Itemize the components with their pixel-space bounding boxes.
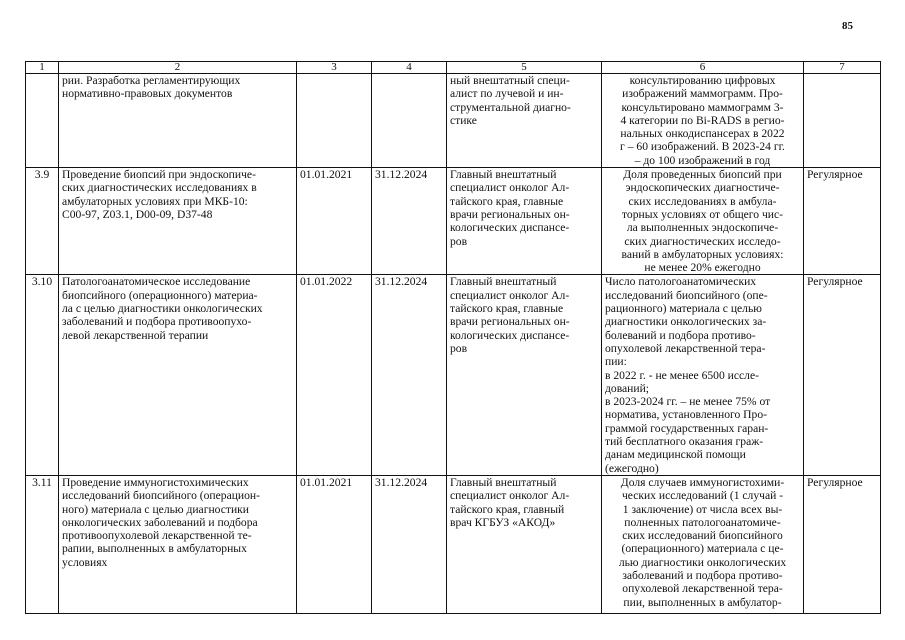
table-row [26,275,881,475]
measure-name: Проведение биопсий при эндоскопиче- ских диагностических исследованиях в амбулаторных условиях при МКБ-10: C00-97, Z03.1, D00-09, D37-48 [59,168,297,275]
end-date [372,74,447,168]
target-indicator: Доля проведенных биопсий при эндоскопических диагностиче- ских исследованиях в амбула- торных условиях от общего чис- ла выполненных эндоскопиче- ских диагностических исследо- ваний в амбулаторных условиях: не менее 20% ежегодно [602,168,804,275]
target-indicator: консультированию цифровых изображений маммограмм. Про- консультировано маммограмм 3- 4 категории по Bi-RADS в регио- нальных онкодиспансерах в 2022 г – 60 изображений. В 2023-24 гг. – до 100 изображений в год [602,74,804,168]
row-number: 3.9 [26,168,59,275]
measure-name: Патологоанатомическое исследование биопсийного (операционного) материа- ла с целью диагностики онкологических заболеваний и подбора противоопухо- левой лекарственной терапии [59,275,297,475]
row-number: 3.10 [26,275,59,475]
column-header: 2 [59,62,297,74]
responsible-person: ный внештатный специ- алист по лучевой и ин- струментальной диагно- стике [447,74,602,168]
end-date: 31.12.2024 [372,168,447,275]
measures-table [25,61,881,614]
row-number [26,74,59,168]
row-number: 3.11 [26,475,59,613]
responsible-person: Главный внештатный специалист онколог Ал- тайского края, главные врачи региональных он- кологических диспансе- ров [447,275,602,475]
responsible-person: Главный внештатный специалист онколог Ал- тайского края, главные врачи региональных он- кологических диспансе- ров [447,168,602,275]
periodicity [804,74,881,168]
column-header: 3 [297,62,372,74]
responsible-person: Главный внештатный специалист онколог Ал- тайского края, главный врач КГБУЗ «АКОД» [447,475,602,613]
measure-name: рии. Разработка регламентирующих нормативно-правовых документов [59,74,297,168]
start-date: 01.01.2022 [297,275,372,475]
periodicity: Регулярное [804,475,881,613]
start-date: 01.01.2021 [297,168,372,275]
start-date: 01.01.2021 [297,475,372,613]
periodicity: Регулярное [804,168,881,275]
table-row [26,168,881,275]
page-number: 85 [842,20,853,32]
periodicity: Регулярное [804,275,881,475]
target-indicator: Доля случаев иммуногистохими- ческих исследований (1 случай - 1 заключение) от числа всех вы- полненных патологоанатомиче- ских исследований биопсийного (операционного) материала с це- лью диагностики онкологических заболеваний и подбора противо- опухолевой лекарственной тера- пии, выполненных в амбулатор- [602,475,804,613]
column-header: 4 [372,62,447,74]
end-date: 31.12.2024 [372,275,447,475]
column-header: 7 [804,62,881,74]
table-row [26,475,881,613]
table-row [26,74,881,168]
column-header: 6 [602,62,804,74]
start-date [297,74,372,168]
column-header: 1 [26,62,59,74]
column-number-header-row [26,62,881,74]
column-header: 5 [447,62,602,74]
target-indicator: Число патологоанатомических исследований биопсийного (опе- рационного) материала с целью диагностики онкологических за- болеваний и подбора противо- опухолевой лекарственной тера- пии: в 2022 г. - не менее 6500 иссле- дований; в 2023-2024 гг. – не менее 75% от норматива, установленного Про- граммой государственных гаран- тий бесплатного оказания граж- данам медицинской помощи (ежегодно) [602,275,804,475]
measure-name: Проведение иммуногистохимических исследований биопсийного (операцион- ного) материала с целью диагностики онкологических заболеваний и подбора противоопухолевой лекарственной те- рапии, выполненных в амбулаторных условиях [59,475,297,613]
end-date: 31.12.2024 [372,475,447,613]
